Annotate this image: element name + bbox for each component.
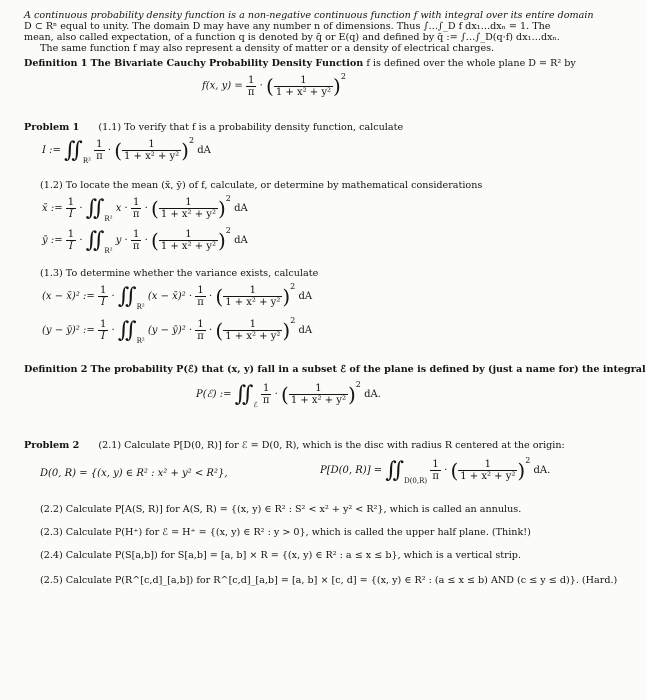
definition-1-title: The Bivariate Cauchy Probability Density Function bbox=[90, 58, 364, 69]
question-1-2: (1.2) To locate the mean (x̄, ȳ) of f, calculate, or determine by mathematical considerations bbox=[40, 180, 483, 191]
intro-line-1: A continuous probability density function is a non-negative continuous function f with integral over its entire domain bbox=[24, 10, 594, 21]
probability-integral: P(ℰ) := $∬_ℰ$ $\frac{1}{\pi}$ · ( $\frac{1}{\text{1 + x² + y²}}$ )$^2$ dA. bbox=[196, 380, 381, 409]
definition-2-text: The probability P(ℰ) that (x, y) fall in a subset ℰ of the plane is defined by (just a name for) the integral bbox=[90, 364, 646, 375]
integral-xbar: x̄ := $\frac{1}{I}$ · $∬_{R^2}$ x · $\frac{1}{\pi}$ · ( $\frac{1}{\text{1 + x² + y²}}$ )$^2$ dA bbox=[42, 194, 248, 223]
intro-line-3: mean, also called expectation, of a function q is denoted by q̄ or E(q) and defined by q̄ := ∫…∫_D(q·f) dx₁…dxₙ. bbox=[24, 32, 560, 43]
definition-1-text: f is defined over the whole plane D = R² by bbox=[366, 58, 576, 69]
disc-definition: D(0, R) = {(x, y) ∈ R² : x² + y² < R²}, bbox=[40, 468, 228, 479]
question-2-5: (2.5) Calculate P(R^[c,d]_[a,b]) for R^[c,d]_[a,b] = [a, b] × [c, d] = {(x, y) ∈ R² : (a ≤ x ≤ b) AND (c ≤ y ≤ d)}. (Hard.) bbox=[40, 575, 618, 586]
integral-var-y: (y − ȳ)² := $\frac{1}{I}$ · $∬_{R^2}$ (y − ȳ)² · $\frac{1}{\pi}$ · ( $\frac{1}{\text{1 + x² + y²}}$ )$^2$ dA bbox=[42, 316, 313, 345]
definition-2-label: Definition 2 bbox=[24, 364, 88, 375]
intro-line-4: The same function f may also represent a density of matter or a density of electrical charges. bbox=[40, 43, 495, 54]
cauchy-density-formula: f(x, y) = $\frac{1}{\pi}$ · ( $\frac{1}{\text{1 + x² + y²}}$ )$^2$ bbox=[202, 72, 346, 98]
problem-1-heading bbox=[24, 122, 403, 133]
question-1-3: (1.3) To determine whether the variance exists, calculate bbox=[40, 268, 319, 279]
definition-1 bbox=[24, 58, 576, 69]
intro-line-2: D ⊂ Rⁿ equal to unity. The domain D may have any number n of dimensions. Thus ∫…∫_D f dx₁…dxₙ = 1. The bbox=[24, 21, 551, 32]
problem-2-label: Problem 2 bbox=[24, 440, 80, 451]
question-2-2: (2.2) Calculate P[A(S, R)] for A(S, R) = {(x, y) ∈ R² : S² < x² + y² < R²}, which is called an annulus. bbox=[40, 504, 522, 515]
question-2-3: (2.3) Calculate P(H⁺) for ℰ = H⁺ = {(x, y) ∈ R² : y > 0}, which is called the upper half plane. (Think!) bbox=[40, 527, 531, 538]
formula-frac: $\frac{1}{\pi}$ bbox=[247, 74, 255, 98]
definition-2 bbox=[24, 364, 646, 375]
formula-lhs: f(x, y) = bbox=[202, 80, 243, 92]
problem-1-label: Problem 1 bbox=[24, 122, 80, 133]
definition-1-label: Definition 1 bbox=[24, 58, 88, 69]
problem-2-heading bbox=[24, 440, 565, 451]
question-1-1: (1.1) To verify that f is a probability density function, calculate bbox=[98, 122, 404, 133]
integral-var-x: (x − x̄)² := $\frac{1}{I}$ · $∬_{R^2}$ (x − x̄)² · $\frac{1}{\pi}$ · ( $\frac{1}{\text{1 + x² + y²}}$ )$^2$ dA bbox=[42, 282, 313, 311]
integral-ybar: ȳ := $\frac{1}{I}$ · $∬_{R^2}$ y · $\frac{1}{\pi}$ · ( $\frac{1}{\text{1 + x² + y²}}$ )$^2$ dA bbox=[42, 226, 248, 255]
question-2-1: (2.1) Calculate P[D(0, R)] for ℰ = D(0, R), which is the disc with radius R centered at the origin: bbox=[98, 440, 565, 451]
disc-probability-integral: P[D(0, $R)] = ∬_{D(0,R)}$ $\frac{1}{\pi}$ · ( $\frac{1}{\text{1 + x² + y²}}$ )$^2$ dA. bbox=[320, 456, 551, 485]
integral-I: I := $∬_{R^2}$ $\frac{1}{\pi}$ · ( $\frac{1}{\text{1 + x² + y²}}$ )$^2$ dA bbox=[42, 136, 211, 165]
question-2-4: (2.4) Calculate P(S[a,b]) for S[a,b] = [a, b] × R = {(x, y) ∈ R² : a ≤ x ≤ b}, which is a vertical strip. bbox=[40, 550, 521, 561]
